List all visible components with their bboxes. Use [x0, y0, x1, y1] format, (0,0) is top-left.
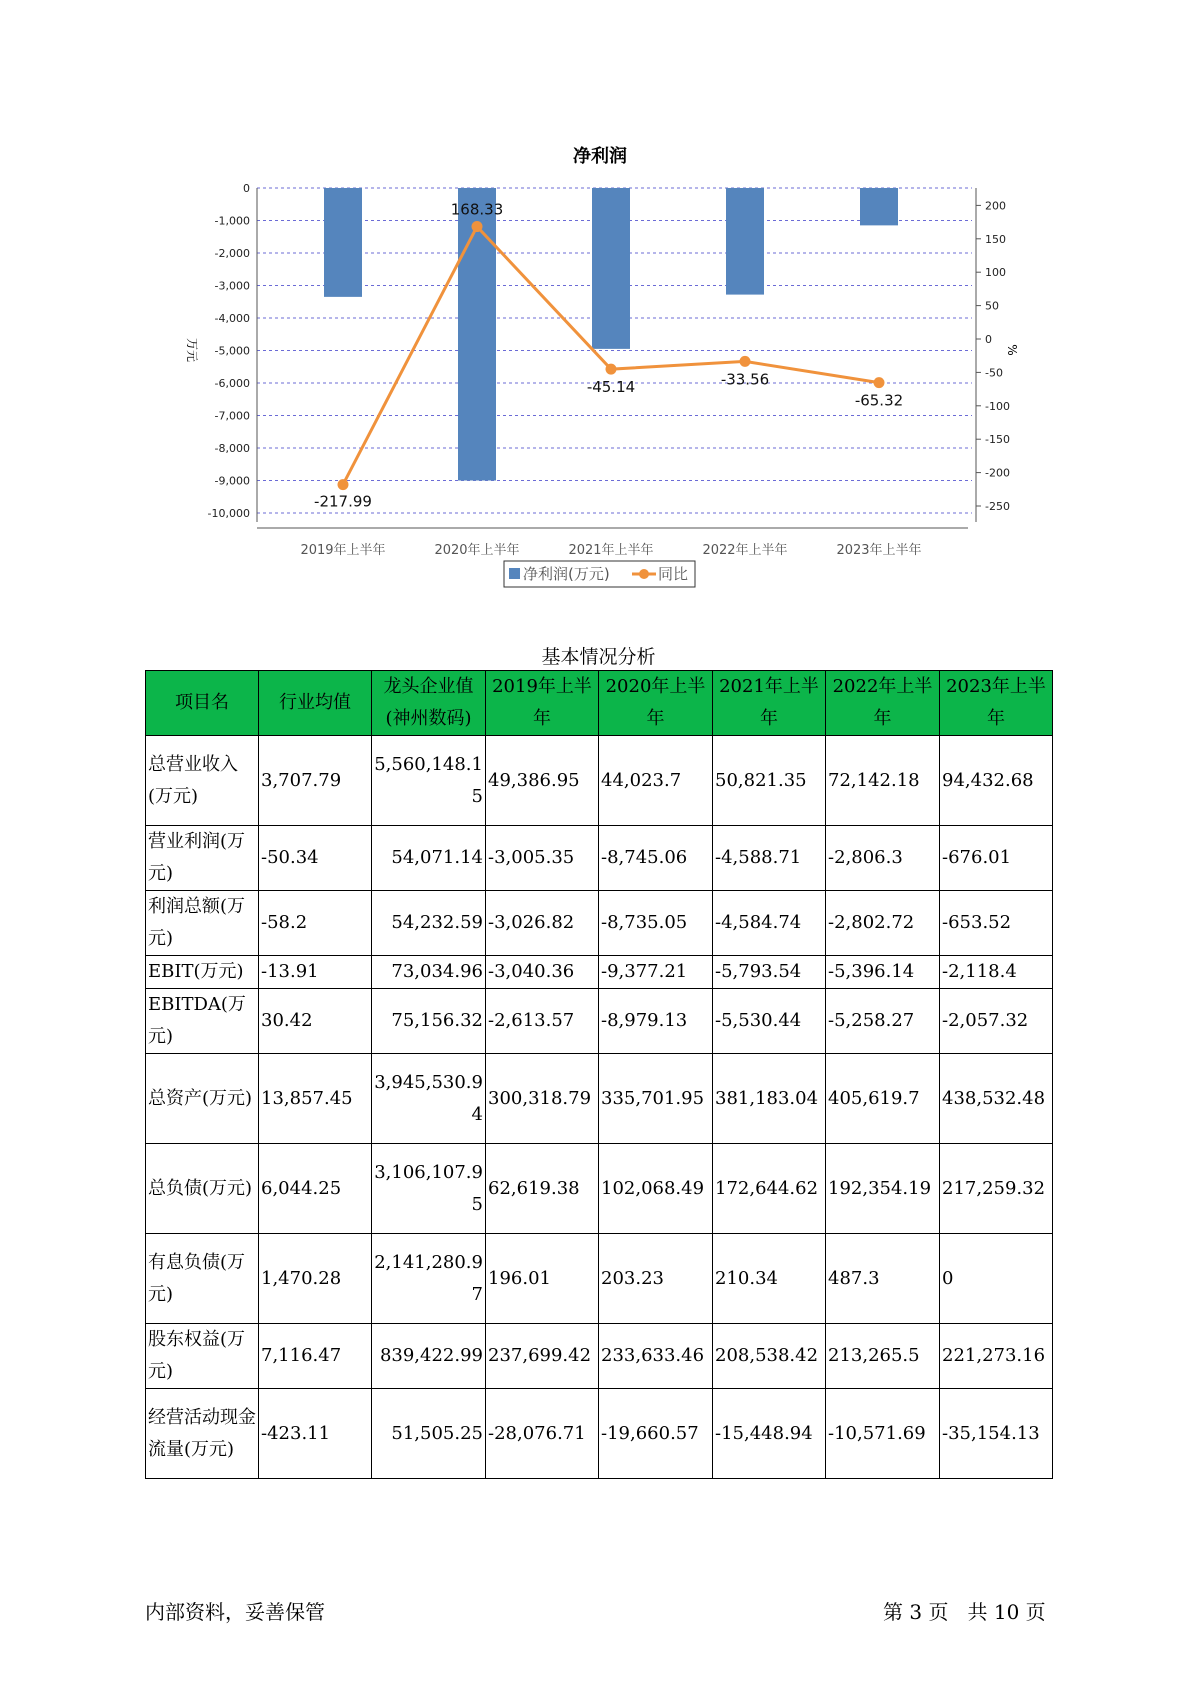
- table-cell: -19,660.57: [599, 1389, 713, 1479]
- line-point: [874, 377, 885, 388]
- y-left-tick-label: -7,000: [214, 409, 250, 423]
- table-cell: -2,118.4: [940, 956, 1053, 989]
- header-cell: 项目名: [146, 671, 259, 736]
- table-cell: 203.23: [599, 1234, 713, 1324]
- row-label: EBITDA(万元): [146, 989, 259, 1054]
- table-cell: 438,532.48: [940, 1054, 1053, 1144]
- legend-line-swatch: [639, 569, 649, 579]
- line-point: [472, 221, 483, 232]
- row-label: 总营业收入(万元): [146, 736, 259, 826]
- footer-confidential-note: 内部资料，妥善保管: [145, 1600, 325, 1624]
- table-cell: -423.11: [259, 1389, 372, 1479]
- data-label: -65.32: [854, 391, 904, 410]
- legend-item-yoy: 同比: [658, 565, 689, 583]
- row-label: 营业利润(万元): [146, 826, 259, 891]
- table-cell: -8,735.05: [599, 891, 713, 956]
- table-cell: -5,258.27: [826, 989, 940, 1054]
- table-cell: 0: [940, 1234, 1053, 1324]
- table-cell: 487.3: [826, 1234, 940, 1324]
- table-cell: -15,448.94: [713, 1389, 826, 1479]
- y-right-tick-label: -100: [985, 399, 1010, 413]
- table-cell: 102,068.49: [599, 1144, 713, 1234]
- table-cell: 335,701.95: [599, 1054, 713, 1144]
- bar: [860, 188, 898, 225]
- data-label: -45.14: [586, 378, 636, 397]
- y-left-tick-label: -9,000: [214, 474, 250, 488]
- table-cell: 196.01: [486, 1234, 599, 1324]
- y-right-tick-label: -150: [985, 433, 1010, 447]
- y-axis-right-label: %: [1005, 344, 1019, 356]
- table-cell: 221,273.16: [940, 1324, 1053, 1389]
- table-cell: 54,232.59: [372, 891, 486, 956]
- table-cell: 54,071.14: [372, 826, 486, 891]
- table-cell: 44,023.7: [599, 736, 713, 826]
- table-cell: -5,793.54: [713, 956, 826, 989]
- table-cell: -4,584.74: [713, 891, 826, 956]
- table-cell: -2,057.32: [940, 989, 1053, 1054]
- table-cell: 233,633.46: [599, 1324, 713, 1389]
- y-right-tick-label: 50: [985, 299, 999, 313]
- y-right-tick-label: -200: [985, 466, 1010, 480]
- table-row: [146, 891, 1053, 956]
- table-cell: -676.01: [940, 826, 1053, 891]
- net-profit-chart: [0, 0, 1191, 600]
- table-row: [146, 1324, 1053, 1389]
- table-title: 基本情况分析: [541, 646, 656, 668]
- x-tick-label: 2021年上半年: [568, 543, 654, 558]
- y-right-tick-label: 0: [985, 333, 992, 346]
- table-row: [146, 736, 1053, 826]
- y-right-tick-label: -50: [985, 366, 1003, 380]
- table-header-row: [146, 671, 1053, 736]
- table-cell: -10,571.69: [826, 1389, 940, 1479]
- row-label: 有息负债(万元): [146, 1234, 259, 1324]
- basic-analysis-table: [145, 670, 1053, 1479]
- table-cell: 3,106,107.95: [372, 1144, 486, 1234]
- data-label: -33.56: [720, 370, 770, 389]
- row-label: 总负债(万元): [146, 1144, 259, 1234]
- header-cell: 龙头企业值(神州数码): [372, 671, 486, 736]
- row-label: EBIT(万元): [146, 956, 259, 989]
- table-cell: 5,560,148.15: [372, 736, 486, 826]
- row-label: 经营活动现金流量(万元): [146, 1389, 259, 1479]
- table-cell: -3,026.82: [486, 891, 599, 956]
- table-row: [146, 1054, 1053, 1144]
- bar: [592, 188, 630, 349]
- table-cell: -8,979.13: [599, 989, 713, 1054]
- y-left-tick-label: -4,000: [214, 312, 250, 325]
- table-cell: 72,142.18: [826, 736, 940, 826]
- table-cell: 30.42: [259, 989, 372, 1054]
- table-row: [146, 989, 1053, 1054]
- footer-page-number: 第 3 页 共 10 页: [883, 1600, 1046, 1624]
- table-row: [146, 826, 1053, 891]
- row-label: 股东权益(万元): [146, 1324, 259, 1389]
- table-cell: -35,154.13: [940, 1389, 1053, 1479]
- y-left-tick-label: -5,000: [214, 344, 250, 358]
- bar-series: [324, 188, 898, 481]
- y-left-tick-label: -2,000: [214, 247, 250, 260]
- table-cell: -50.34: [259, 826, 372, 891]
- chart-title: 净利润: [573, 146, 627, 167]
- table-cell: -5,396.14: [826, 956, 940, 989]
- header-cell: 2020年上半年: [599, 671, 713, 736]
- table-cell: -2,802.72: [826, 891, 940, 956]
- table-cell: -4,588.71: [713, 826, 826, 891]
- header-cell: 2022年上半年: [826, 671, 940, 736]
- table-cell: -9,377.21: [599, 956, 713, 989]
- header-cell: 2019年上半年: [486, 671, 599, 736]
- table-cell: 49,386.95: [486, 736, 599, 826]
- chart-legend: [504, 561, 695, 587]
- line-point: [740, 356, 751, 367]
- table-cell: 839,422.99: [372, 1324, 486, 1389]
- table-cell: 213,265.5: [826, 1324, 940, 1389]
- y-left-tick-label: -10,000: [207, 507, 250, 520]
- table-cell: 3,707.79: [259, 736, 372, 826]
- table-cell: -28,076.71: [486, 1389, 599, 1479]
- table-cell: 210.34: [713, 1234, 826, 1324]
- table-cell: 1,470.28: [259, 1234, 372, 1324]
- table-cell: 75,156.32: [372, 989, 486, 1054]
- y-axis-left-label: 万元: [185, 337, 199, 363]
- table-cell: 6,044.25: [259, 1144, 372, 1234]
- table-cell: 13,857.45: [259, 1054, 372, 1144]
- y-right-tick-label: 200: [985, 199, 1006, 213]
- table-cell: -13.91: [259, 956, 372, 989]
- table-cell: 300,318.79: [486, 1054, 599, 1144]
- table-row: [146, 1234, 1053, 1324]
- y-right-tick-label: -250: [985, 500, 1010, 513]
- table-cell: 192,354.19: [826, 1144, 940, 1234]
- table-row: [146, 1144, 1053, 1234]
- header-cell: 2021年上半年: [713, 671, 826, 736]
- y-left-tick-label: -1,000: [214, 214, 250, 228]
- data-label: -217.99: [314, 492, 372, 511]
- table-cell: 208,538.42: [713, 1324, 826, 1389]
- table-row: [146, 1389, 1053, 1479]
- x-tick-label: 2019年上半年: [300, 543, 386, 558]
- legend-bar-swatch: [509, 568, 520, 579]
- y-left-tick-label: -6,000: [214, 377, 250, 390]
- table-row: [146, 956, 1053, 989]
- line-point: [338, 479, 349, 490]
- table-cell: -58.2: [259, 891, 372, 956]
- bar: [324, 188, 362, 297]
- table-cell: 2,141,280.97: [372, 1234, 486, 1324]
- table-cell: -5,530.44: [713, 989, 826, 1054]
- x-tick-label: 2020年上半年: [434, 543, 520, 558]
- table-cell: -3,040.36: [486, 956, 599, 989]
- table-cell: -8,745.06: [599, 826, 713, 891]
- y-left-tick-label: 0: [243, 182, 250, 195]
- line-point: [606, 364, 617, 375]
- bar: [726, 188, 764, 295]
- table-cell: -2,806.3: [826, 826, 940, 891]
- table-cell: 237,699.42: [486, 1324, 599, 1389]
- y-left-tick-label: -8,000: [214, 442, 250, 455]
- x-tick-label: 2023年上半年: [836, 543, 922, 558]
- header-cell: 2023年上半年: [940, 671, 1053, 736]
- table-cell: 7,116.47: [259, 1324, 372, 1389]
- y-right-tick-label: 150: [985, 232, 1006, 246]
- table-cell: 51,505.25: [372, 1389, 486, 1479]
- row-label: 总资产(万元): [146, 1054, 259, 1144]
- table-cell: 381,183.04: [713, 1054, 826, 1144]
- data-label: 168.33: [450, 200, 504, 219]
- table-cell: 217,259.32: [940, 1144, 1053, 1234]
- table-cell: 62,619.38: [486, 1144, 599, 1234]
- table-cell: 405,619.7: [826, 1054, 940, 1144]
- y-right-tick-label: 100: [985, 266, 1006, 280]
- table-cell: 50,821.35: [713, 736, 826, 826]
- header-cell: 行业均值: [259, 671, 372, 736]
- table-cell: 172,644.62: [713, 1144, 826, 1234]
- row-label: 利润总额(万元): [146, 891, 259, 956]
- table-cell: -3,005.35: [486, 826, 599, 891]
- x-tick-label: 2022年上半年: [702, 543, 788, 558]
- table-cell: 3,945,530.94: [372, 1054, 486, 1144]
- legend-item-net-profit: 净利润(万元): [523, 565, 610, 583]
- table-cell: 94,432.68: [940, 736, 1053, 826]
- y-left-tick-label: -3,000: [214, 279, 250, 293]
- table-cell: -2,613.57: [486, 989, 599, 1054]
- table-cell: -653.52: [940, 891, 1053, 956]
- table-cell: 73,034.96: [372, 956, 486, 989]
